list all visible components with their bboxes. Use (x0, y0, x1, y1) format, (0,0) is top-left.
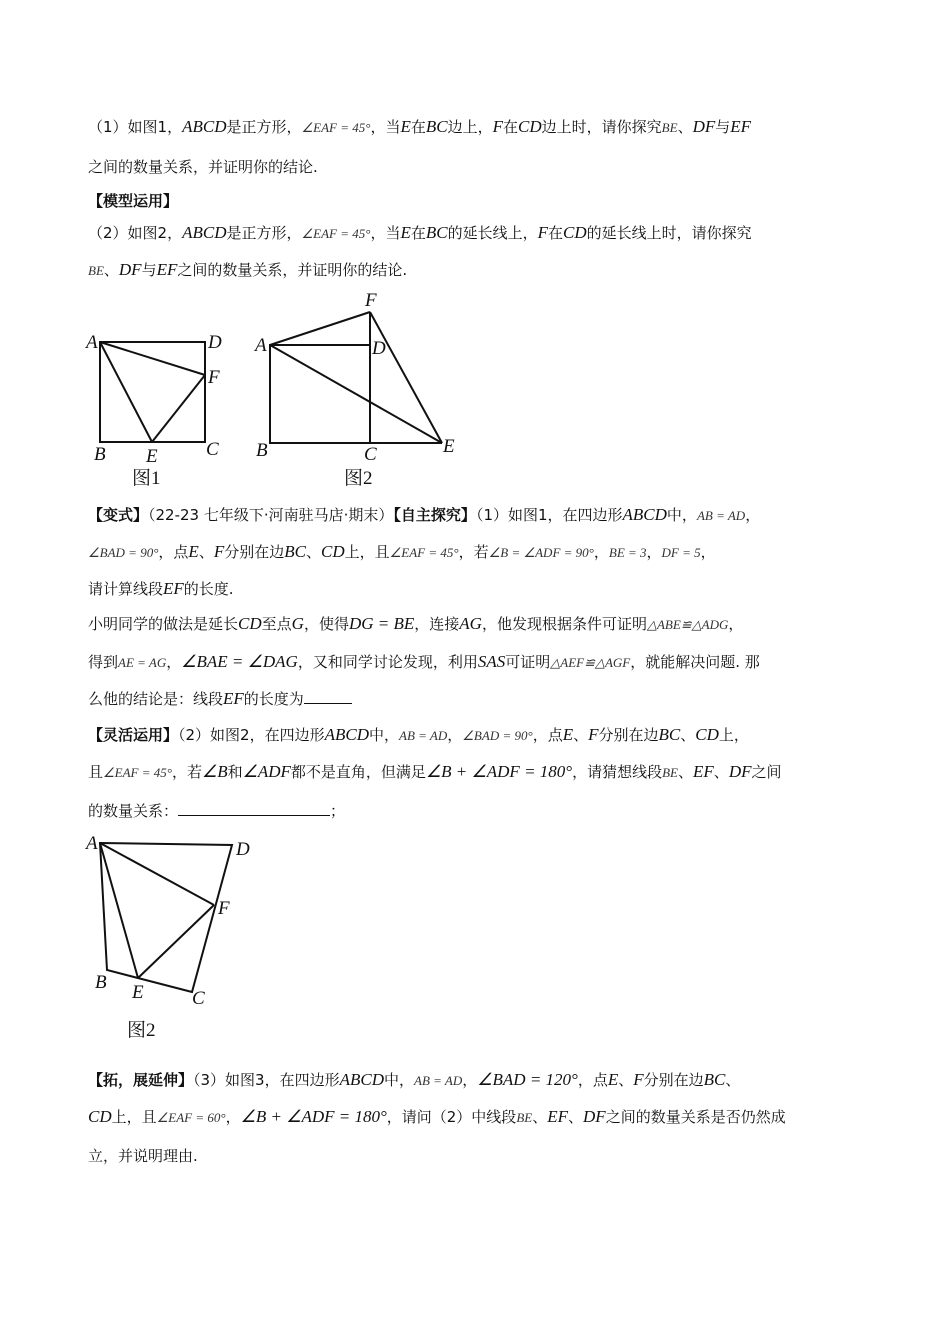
fig2-label-e: E (443, 436, 455, 457)
fig1-label-b: B (94, 444, 106, 465)
quad-label-b: B (95, 972, 107, 993)
quad-segment-af (100, 843, 214, 905)
model-heading: 【模型运用】 (88, 192, 179, 210)
quad-caption: 图2 (127, 1020, 156, 1041)
ext-line-1: 【拓，展延伸】（3）如图3，在四边形ABCD中，AB = AD，∠BAD = 120°，点E、F分别在边BC、 (88, 1070, 741, 1089)
fig2-label-c: C (364, 444, 377, 465)
fig2-caption: 图2 (344, 468, 373, 489)
variant-line-1: 【变式】（22-23 七年级下·河南驻马店·期末）【自主探究】（1）如图1，在四边形ABCD中，AB = AD， (88, 505, 761, 524)
flex-line-1: 【灵活运用】（2）如图2，在四边形ABCD中，AB = AD，∠BAD = 90°，点E、F分别在边BC、CD上， (88, 725, 749, 744)
fig1-label-e: E (146, 446, 158, 467)
fig2-label-f: F (365, 290, 377, 311)
variant-line-2: ∠BAD = 90°，点E、F分别在边BC、CD上，且∠EAF = 45°，若∠B = ∠ADF = 90°，BE = 3，DF = 5， (88, 542, 716, 561)
variant-line-3: 请计算线段EF的长度. (88, 579, 234, 598)
variant-line-5: 得到AE = AG，∠BAE = ∠DAG，又和同学讨论发现，利用SAS可证明△AEF≌△AGF，就能解决问题. 那 (88, 652, 760, 671)
quad-label-f: F (218, 898, 230, 919)
flex-line-3: 的数量关系： ； (88, 802, 346, 820)
variant-line-6: 么他的结论是：线段EF的长度为 (88, 688, 878, 710)
flex-heading: 【灵活运用】 (88, 726, 179, 744)
fig2-label-a: A (255, 335, 267, 356)
fig1-label-f: F (208, 367, 220, 388)
ext-line-3: 立，并说明理由. (88, 1147, 198, 1165)
quad-segment-ef (138, 905, 214, 978)
quad-label-a: A (86, 833, 98, 854)
fig1-caption: 图1 (132, 468, 161, 489)
quad-abcd (100, 843, 232, 992)
quad-label-e: E (132, 982, 144, 1003)
fig1-label-c: C (206, 439, 219, 460)
ext-heading: 【拓，展延伸】 (88, 1071, 194, 1089)
quad-label-c: C (192, 988, 205, 1009)
q1-line-1: （1）如图1，ABCD是正方形，∠EAF = 45°，当E在BC边上，F在CD边上时，请你探究BE、DF与EF (88, 117, 752, 136)
variant-heading: 【变式】 (88, 506, 149, 524)
fig2-label-d: D (372, 338, 386, 359)
ext-line-2: CD上，且∠EAF = 60°，∠B + ∠ADF = 180°，请问（2）中线段BE、EF、DF之间的数量关系是否仍然成 (88, 1107, 786, 1126)
quad-label-d: D (236, 839, 250, 860)
variant-line-4: 小明同学的做法是延长CD至点G，使得DG = BE，连接AG，他发现根据条件可证明△ABE≌△ADG， (88, 614, 744, 633)
q2-line-1: （2）如图2，ABCD是正方形，∠EAF = 45°，当E在BC的延长线上，F在CD的延长线上时，请你探究 (88, 223, 752, 242)
fig1-label-a: A (86, 332, 98, 353)
q1-line-2: 之间的数量关系，并证明你的结论. (88, 158, 318, 176)
flex-line-2: 且∠EAF = 45°，若∠B和∠ADF都不是直角，但满足∠B + ∠ADF = 180°，请猜想线段BE、EF、DF之间 (88, 762, 782, 781)
q2-line-2: BE、DF与EF之间的数量关系，并证明你的结论. (88, 260, 408, 279)
fig1-label-d: D (208, 332, 222, 353)
fig2-label-b: B (256, 440, 268, 461)
